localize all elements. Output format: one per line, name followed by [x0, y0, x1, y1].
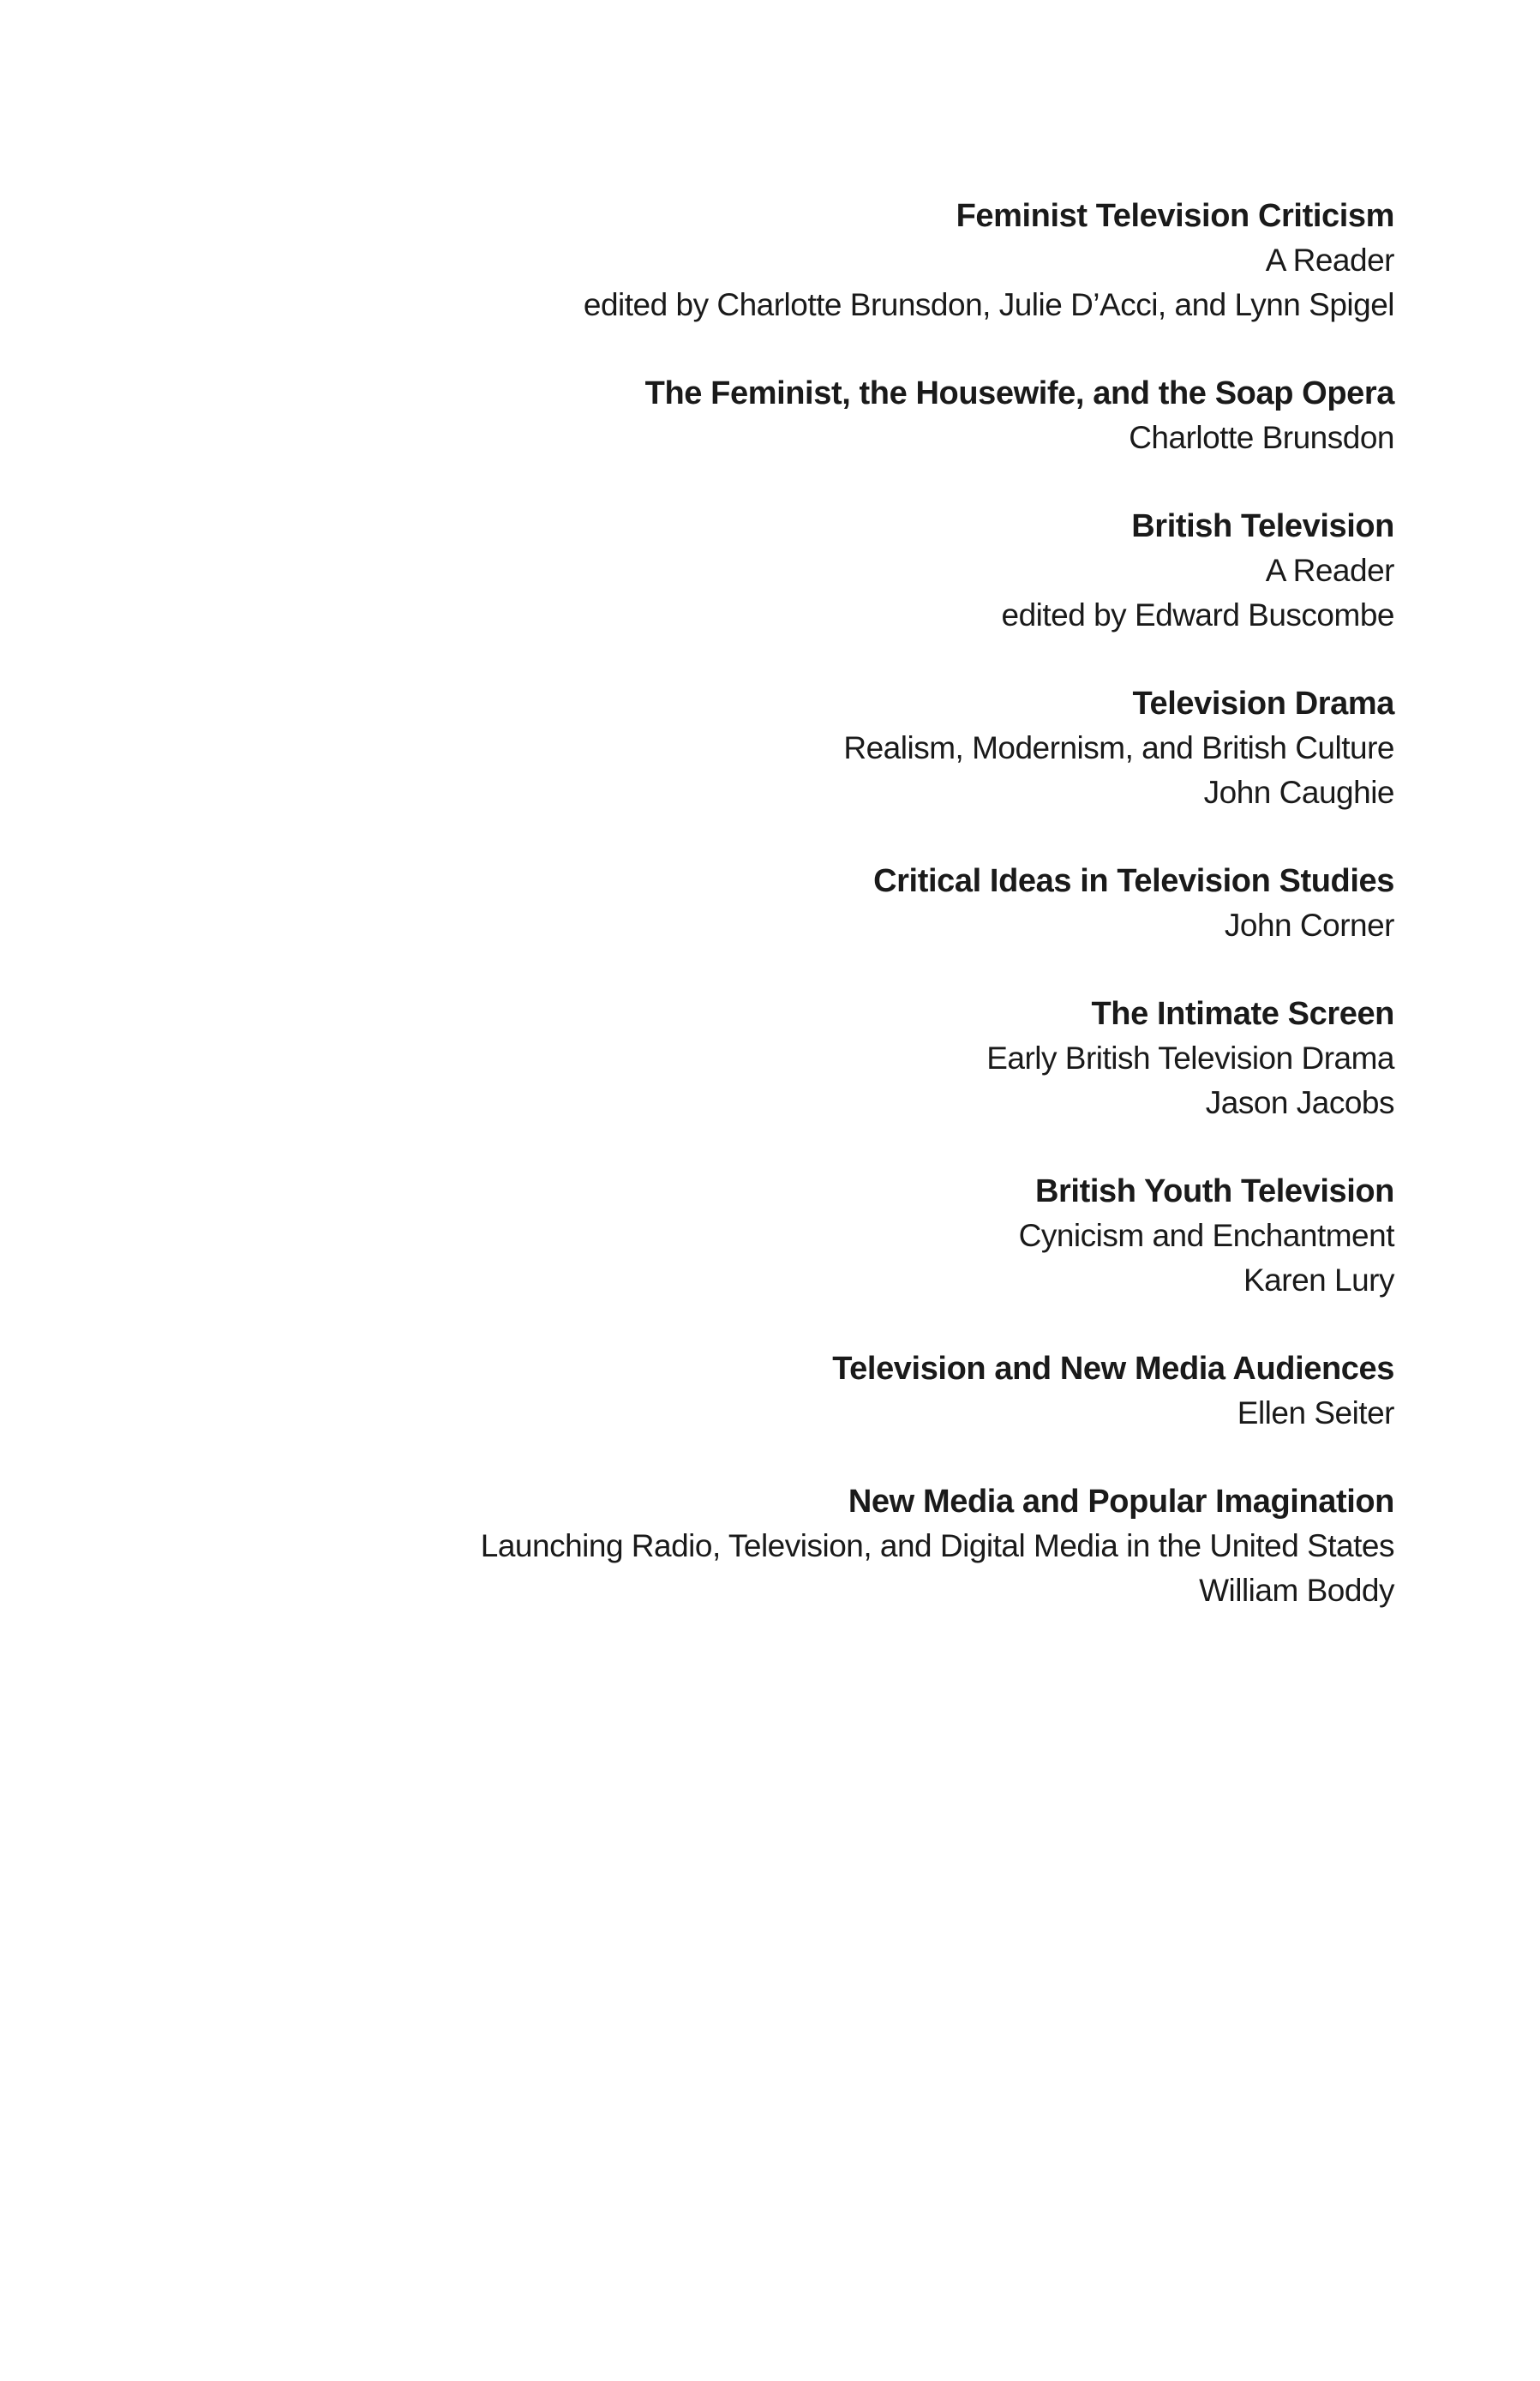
- book-author: John Caughie: [1203, 775, 1394, 810]
- book-author: edited by Edward Buscombe: [1001, 597, 1394, 633]
- book-entry: [195, 681, 1394, 815]
- book-title: The Intimate Screen: [1091, 996, 1394, 1032]
- book-entry: [195, 859, 1394, 948]
- book-title: New Media and Popular Imagination: [848, 1484, 1394, 1520]
- book-title: The Feminist, the Housewife, and the Soap Opera: [644, 375, 1394, 411]
- book-entry: [195, 504, 1394, 638]
- book-subtitle: A Reader: [1265, 553, 1394, 588]
- book-title: Television Drama: [1132, 686, 1394, 722]
- book-entry: [195, 371, 1394, 460]
- book-author: John Corner: [1224, 908, 1394, 943]
- book-subtitle: Launching Radio, Television, and Digital Media in the United States: [480, 1528, 1394, 1563]
- book-list: [195, 194, 1394, 1657]
- book-entry: [195, 194, 1394, 327]
- book-subtitle: Realism, Modernism, and British Culture: [843, 730, 1394, 765]
- book-author: William Boddy: [1199, 1573, 1394, 1608]
- book-entry: [195, 1169, 1394, 1303]
- book-author: Ellen Seiter: [1237, 1395, 1394, 1430]
- book-title: Television and New Media Audiences: [832, 1351, 1394, 1387]
- book-author: Charlotte Brunsdon: [1129, 420, 1394, 455]
- book-entry: [195, 992, 1394, 1125]
- book-subtitle: Early British Television Drama: [986, 1041, 1394, 1076]
- book-title: British Youth Television: [1034, 1173, 1394, 1209]
- book-entry: [195, 1346, 1394, 1436]
- book-title: Critical Ideas in Television Studies: [873, 863, 1394, 899]
- book-author: Karen Lury: [1243, 1262, 1394, 1298]
- book-title: Feminist Television Criticism: [956, 198, 1394, 234]
- book-title: British Television: [1131, 508, 1394, 544]
- book-author: Jason Jacobs: [1205, 1085, 1394, 1120]
- book-subtitle: Cynicism and Enchantment: [1018, 1218, 1394, 1253]
- book-entry: [195, 1479, 1394, 1613]
- book-author: edited by Charlotte Brunsdon, Julie D’Acci, and Lynn Spigel: [583, 287, 1394, 322]
- book-subtitle: A Reader: [1265, 243, 1394, 278]
